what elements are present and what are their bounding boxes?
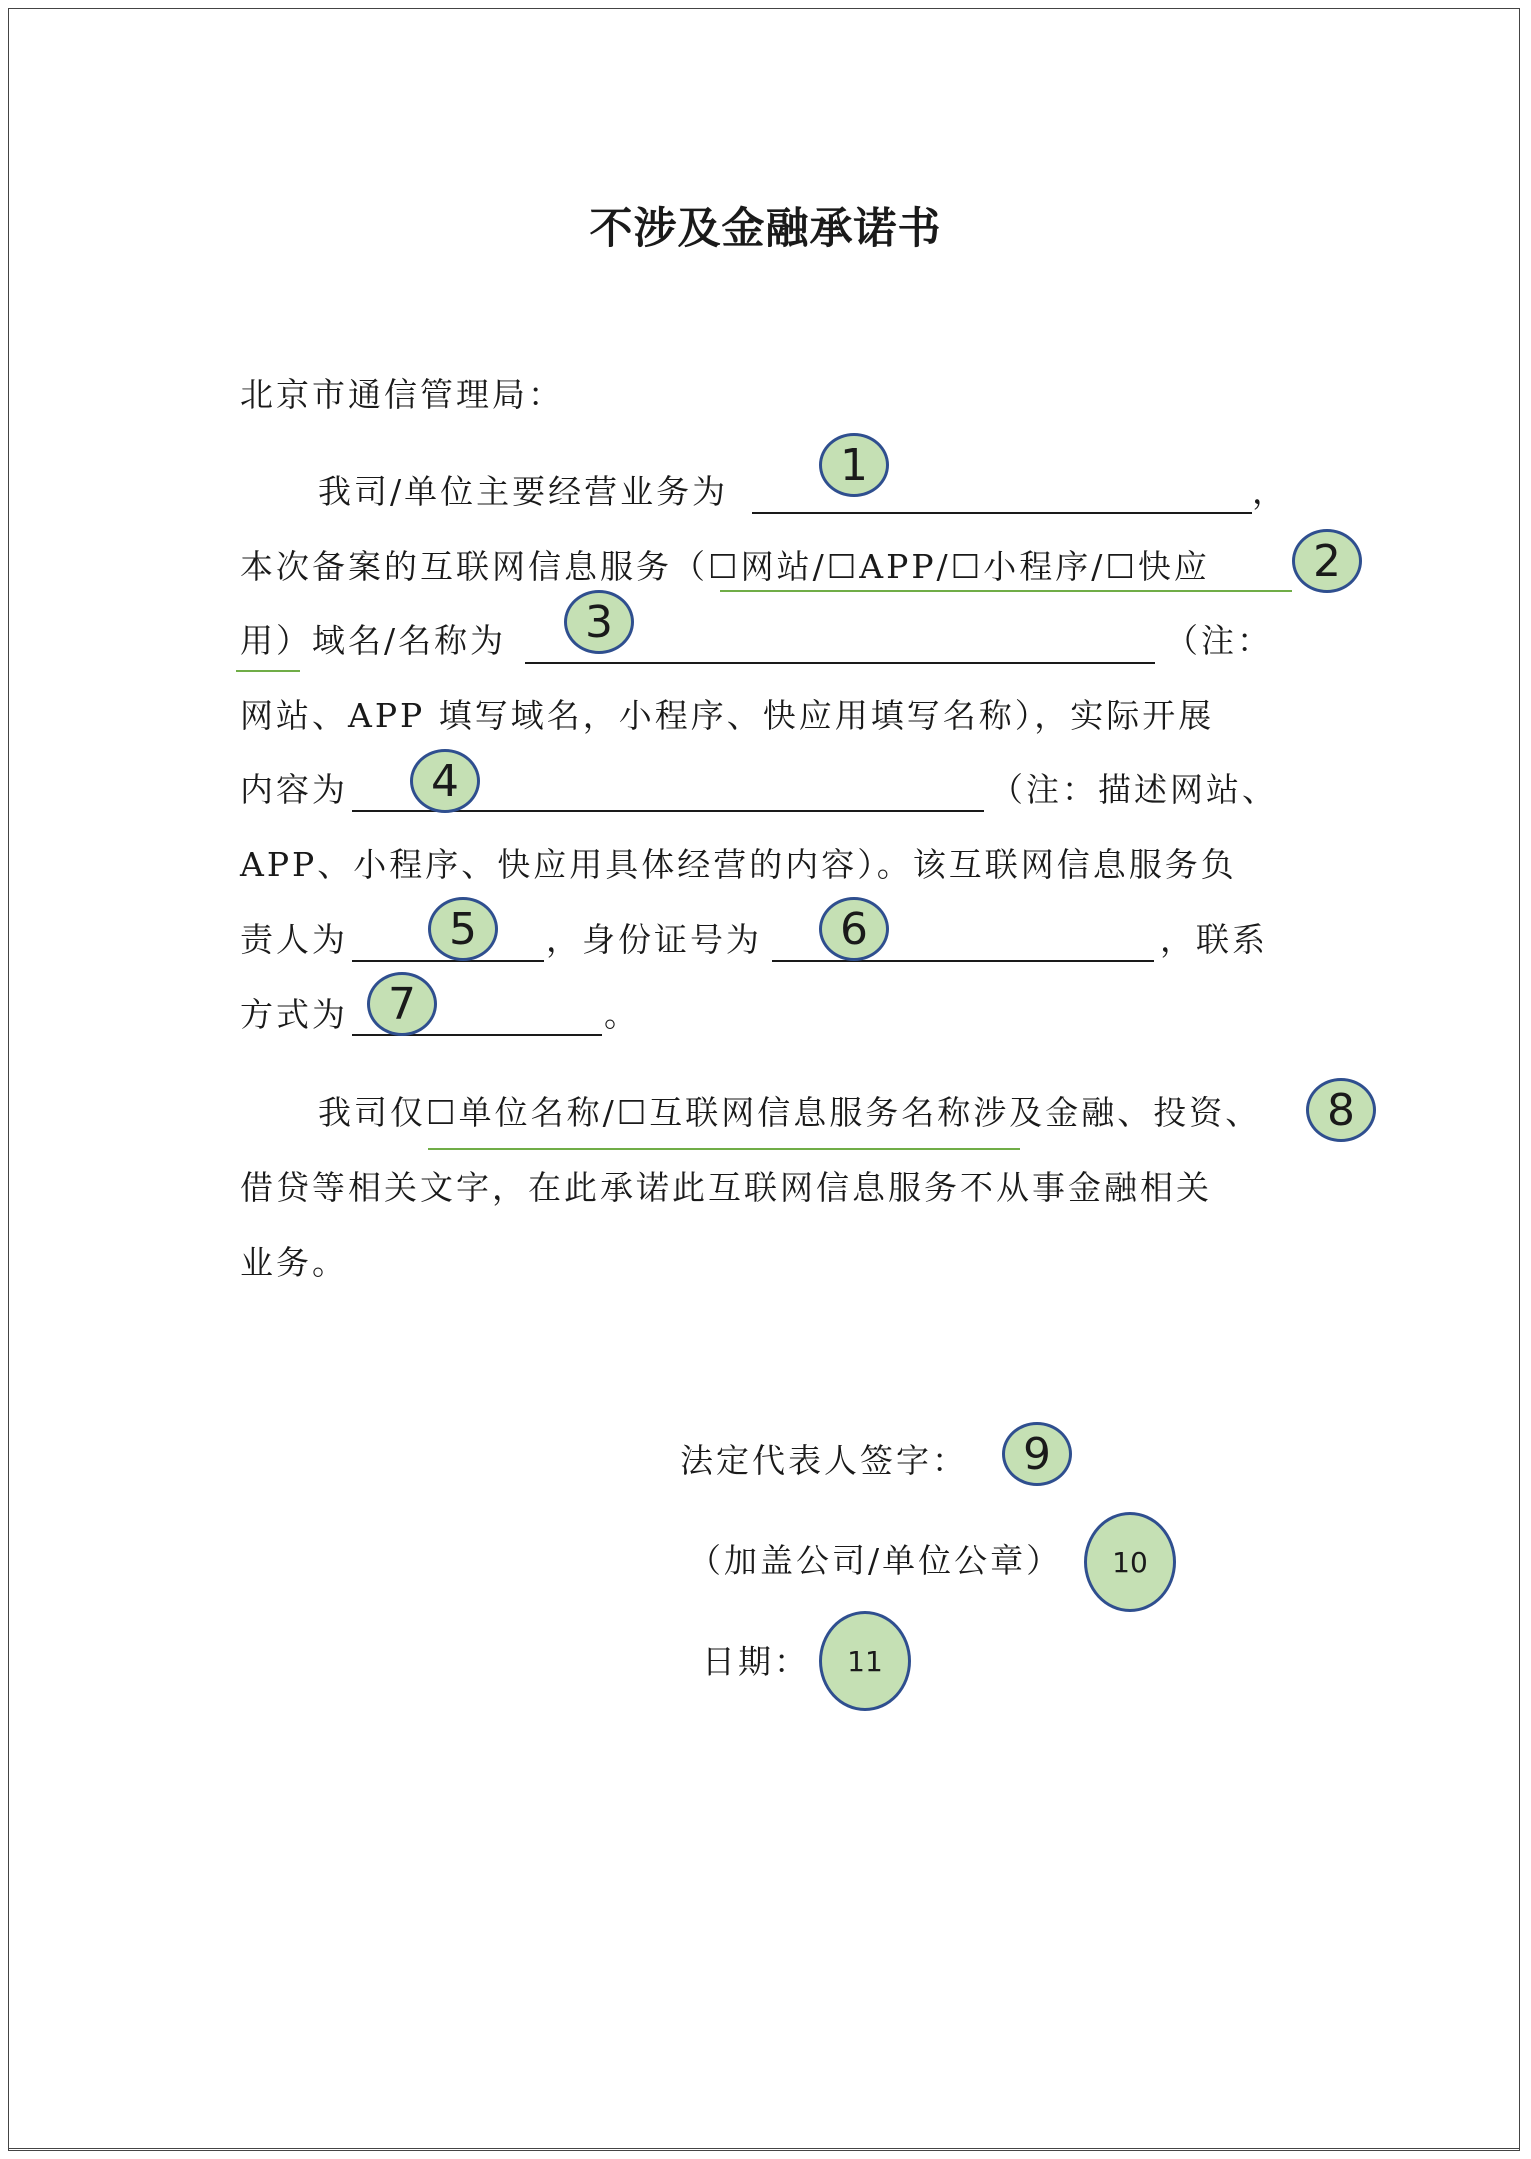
main-business-blank[interactable]: [752, 512, 1252, 514]
marker-2: 2: [1292, 529, 1362, 593]
name-option-underline: [428, 1148, 1020, 1150]
para1-line6: APP、小程序、快应用具体经营的内容）。该互联网信息服务负: [240, 845, 1237, 884]
para1-line3-note: （注：: [1165, 621, 1273, 660]
para2-line1: 我司仅☐单位名称/☐互联网信息服务名称涉及金融、投资、: [318, 1093, 1262, 1132]
para1-line3-text: 用）域名/名称为: [240, 621, 507, 660]
para1-line7-text: 责人为: [240, 920, 348, 959]
para2-line3: 业务。: [240, 1243, 348, 1282]
para1-line8-text: 方式为: [240, 995, 348, 1034]
service-type-underline-cont: [236, 670, 300, 672]
page-border: [8, 8, 1520, 2151]
marker-3: 3: [564, 590, 634, 654]
para1-line8-end: 。: [604, 995, 640, 1034]
legal-rep-signature-label: 法定代表人签字：: [680, 1441, 968, 1480]
marker-9: 9: [1002, 1422, 1072, 1486]
page-bottom-rule: [8, 2148, 1520, 2149]
marker-10: 10: [1084, 1512, 1176, 1612]
para1-line2: 本次备案的互联网信息服务（☐网站/☐APP/☐小程序/☐快应: [240, 547, 1210, 586]
para1-line5-note: （注：描述网站、: [990, 770, 1278, 809]
marker-6: 6: [819, 897, 889, 961]
date-label: 日期：: [702, 1642, 810, 1681]
para1-line1-text: 我司/单位主要经营业务为: [318, 472, 729, 511]
para1-line7-id: ，身份证号为: [546, 920, 762, 959]
responsible-person-blank[interactable]: [352, 960, 544, 962]
domain-name-blank[interactable]: [525, 662, 1155, 664]
para1-line1-comma: ，: [1252, 472, 1288, 511]
id-number-blank[interactable]: [772, 960, 1154, 962]
marker-8: 8: [1306, 1078, 1376, 1142]
marker-11: 11: [819, 1611, 911, 1711]
marker-1: 1: [819, 433, 889, 497]
marker-5: 5: [428, 897, 498, 961]
addressee: 北京市通信管理局：: [240, 375, 564, 414]
para1-line5-text: 内容为: [240, 770, 348, 809]
marker-7: 7: [367, 972, 437, 1036]
para1-line4: 网站、APP 填写域名，小程序、快应用填写名称），实际开展: [240, 696, 1215, 735]
document-title: 不涉及金融承诺书: [589, 204, 942, 254]
marker-4: 4: [410, 749, 480, 813]
contact-blank[interactable]: [352, 1034, 602, 1036]
para2-line2: 借贷等相关文字，在此承诺此互联网信息服务不从事金融相关: [240, 1168, 1212, 1207]
para1-line7-contact: ，联系: [1160, 920, 1268, 959]
company-seal-label: （加盖公司/单位公章）: [688, 1541, 1063, 1580]
service-type-underline: [720, 590, 1292, 592]
